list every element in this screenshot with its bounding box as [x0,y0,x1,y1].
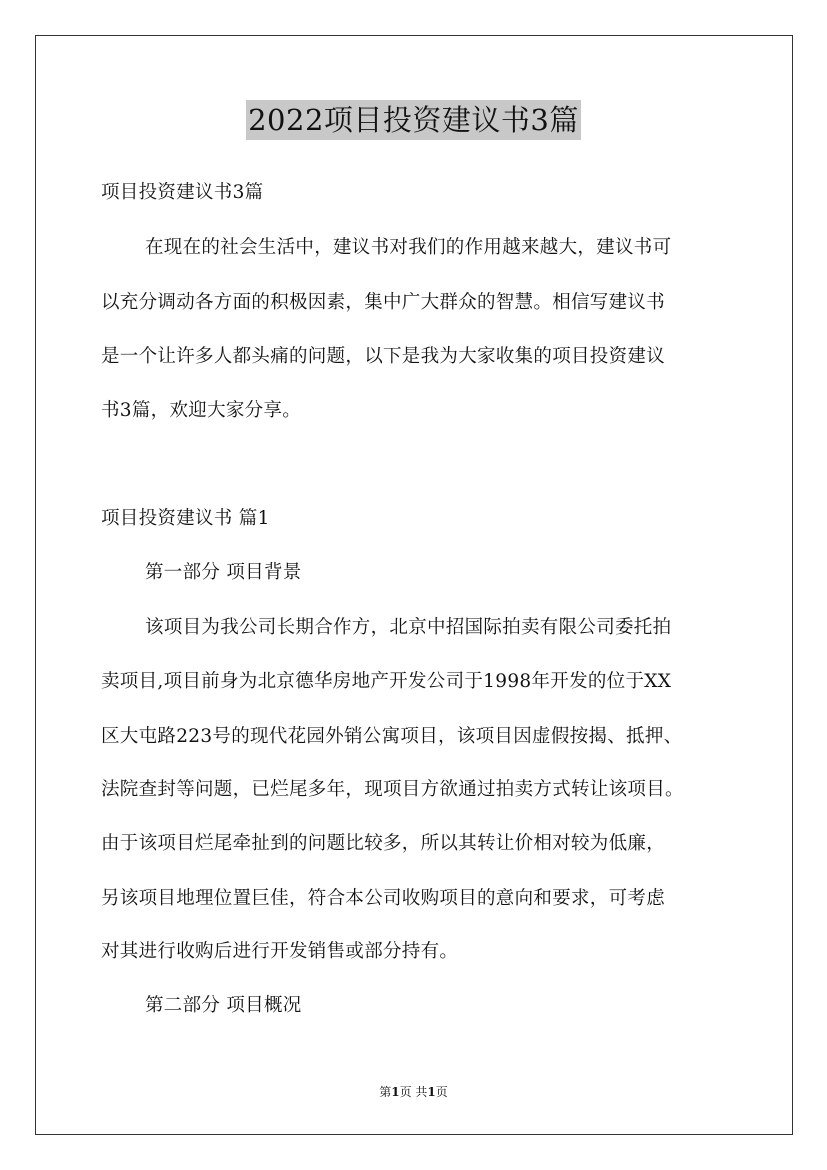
footer-prefix: 第 [379,1085,392,1099]
footer-suffix: 页 [435,1085,448,1099]
intro-line-2: 以充分调动各方面的积极因素，集中广大群众的智慧。相信写建议书 [101,292,666,313]
section-heading: 项目投资建议书 篇1 [101,508,270,529]
footer-page-number: 1 [391,1085,400,1099]
page-footer [0,1085,827,1099]
intro-line-3: 是一个让许多人都头痛的问题，以下是我为大家收集的项目投资建议 [101,346,666,367]
body-line-3: 区大屯路223号的现代花园外销公寓项目，该项目因虚假按揭、抵押、 [101,726,683,747]
body-line-4: 法院查封等问题，已烂尾多年，现项目方欲通过拍卖方式转让该项目。 [101,779,684,800]
part2-heading: 第二部分 项目概况 [145,995,302,1016]
document-title: 2022项目投资建议书3篇 [246,100,581,140]
footer-page-total: 1 [427,1085,436,1099]
body-line-5: 由于该项目烂尾牵扯到的问题比较多，所以其转让价相对较为低廉， [101,833,666,854]
footer-middle: 页 共 [399,1085,428,1099]
body-line-6: 另该项目地理位置巨佳，符合本公司收购项目的意向和要求，可考虑 [101,888,666,909]
body-line-2: 卖项目,项目前身为北京德华房地产开发公司于1998年开发的位于XX [101,671,672,692]
title-container [0,100,827,140]
body-line-7: 对其进行收购后进行开发销售或部分持有。 [101,941,459,962]
intro-line-1: 在现在的社会生活中，建议书对我们的作用越来越大，建议书可 [145,237,672,258]
intro-line-4: 书3篇，欢迎大家分享。 [101,400,302,421]
document-subtitle: 项目投资建议书3篇 [101,182,264,203]
part1-heading: 第一部分 项目背景 [145,562,302,583]
body-line-1: 该项目为我公司长期合作方，北京中招国际拍卖有限公司委托拍 [145,617,672,638]
